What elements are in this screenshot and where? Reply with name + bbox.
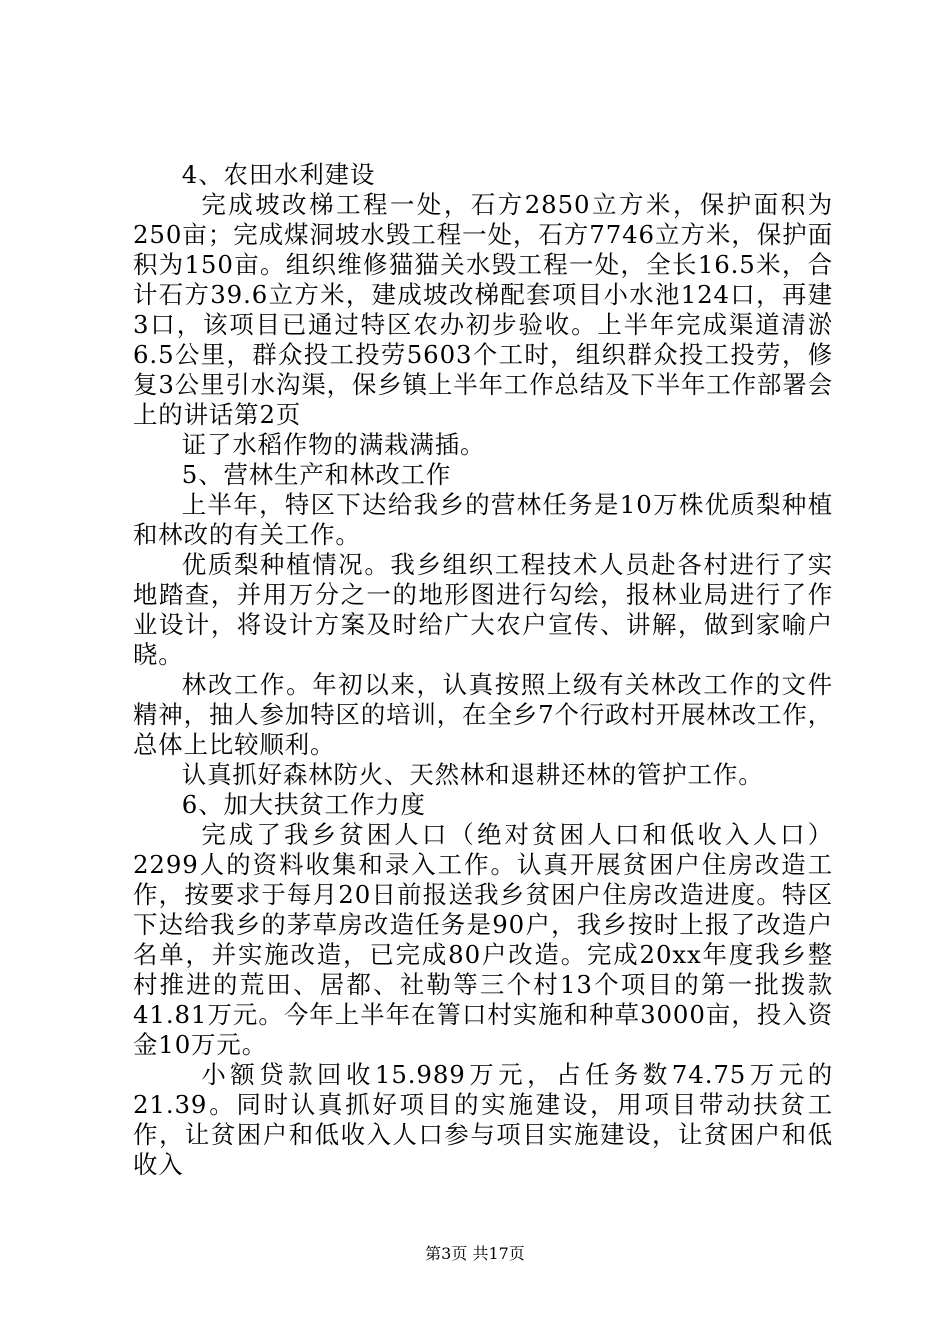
- paragraph-poverty-relief: 完成了我乡贫困人口（绝对贫困人口和低收入人口）2299人的资料收集和录入工作。认真开展贫困户住房改造工作，按要求于每月20日前报送我乡贫困户住房改造进度。特区下达给我乡的茅草房改造任务是90户，我乡按时上报了改造户名单，并实施改造，已完成80户改造。完成20xx年度我乡整村推进的荒田、居都、社勒等三个村13个项目的第一批拨款41.81万元。今年上半年在箐口村实施和种草3000亩，投入资金10万元。: [133, 820, 833, 1059]
- paragraph-continuation: 证了水稻作物的满栽满插。: [181, 430, 486, 459]
- section-heading-6: 6、加大扶贫工作力度: [181, 790, 426, 819]
- paragraph-pear-planting: 优质梨种植情况。我乡组织工程技术人员赴各村进行了实地踏查，并用万分之一的地形图进行勾绘，报林业局进行了作业设计，将设计方案及时给广大农户宣传、讲解，做到家喻户晓。: [133, 550, 833, 669]
- document-body: [133, 160, 833, 1180]
- paragraph-microloans: 小额贷款回收15.989万元，占任务数74.75万元的21.39。同时认真抓好项目的实施建设，用项目带动扶贫工作，让贫困户和低收入人口参与项目实施建设，让贫困户和低收入: [133, 1060, 833, 1179]
- section-heading-4: 4、农田水利建设: [181, 160, 376, 189]
- section-heading-5: 5、营林生产和林改工作: [181, 460, 452, 489]
- paragraph-fire-prevention: 认真抓好森林防火、天然林和退耕还林的管护工作。: [181, 760, 764, 789]
- paragraph-forestry-task: 上半年，特区下达给我乡的营林任务是10万株优质梨种植和林改的有关工作。: [133, 490, 833, 549]
- page-footer: 第3页 共17页: [425, 1244, 525, 1263]
- paragraph-forest-reform: 林改工作。年初以来，认真按照上级有关林改工作的文件精神，抽人参加特区的培训，在全乡7个行政村开展林改工作，总体上比较顺利。: [133, 670, 833, 759]
- paragraph-irrigation: 完成坡改梯工程一处，石方2850立方米，保护面积为250亩；完成煤洞坡水毁工程一处，石方7746立方米，保护面积为150亩。组织维修猫猫关水毁工程一处，全长16.5米，合计石方39.6立方米，建成坡改梯配套项目小水池124口，再建3口，该项目已通过特区农办初步验收。上半年完成渠道清淤6.5公里，群众投工投劳5603个工时，组织群众投工投劳，修复3公里引水沟渠，保乡镇上半年工作总结及下半年工作部署会上的讲话第2页: [133, 190, 833, 429]
